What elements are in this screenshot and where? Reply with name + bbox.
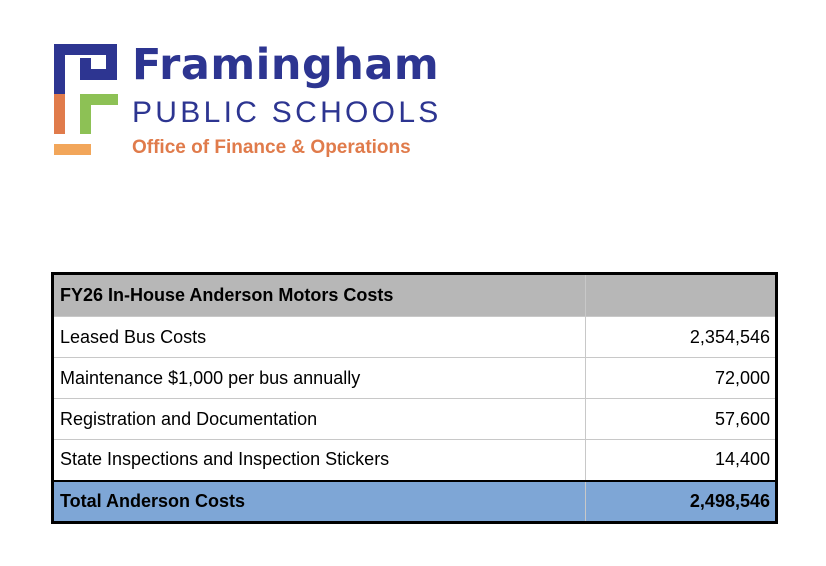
table-header-amount [586,274,777,317]
brand-name: Framingham [132,40,440,90]
row-amount: 72,000 [586,358,777,399]
table-row [53,440,777,481]
total-label: Total Anderson Costs [53,481,586,523]
brand-subtitle: PUBLIC SCHOOLS [132,96,442,129]
total-amount: 2,498,546 [586,481,777,523]
table-header-row [53,274,777,317]
table-row [53,317,777,358]
logo-text [132,40,442,160]
row-label: Registration and Documentation [53,399,586,440]
row-label: Leased Bus Costs [53,317,586,358]
framingham-logo-icon [54,44,118,158]
row-amount: 14,400 [586,440,777,481]
table-row [53,399,777,440]
brand-office: Office of Finance & Operations [132,137,411,158]
row-label: Maintenance $1,000 per bus annually [53,358,586,399]
row-amount: 57,600 [586,399,777,440]
row-amount: 2,354,546 [586,317,777,358]
table-total-row [53,481,777,523]
cost-table [51,272,778,524]
table-title: FY26 In-House Anderson Motors Costs [53,274,586,317]
table-row [53,358,777,399]
row-label: State Inspections and Inspection Stickers [53,440,586,481]
